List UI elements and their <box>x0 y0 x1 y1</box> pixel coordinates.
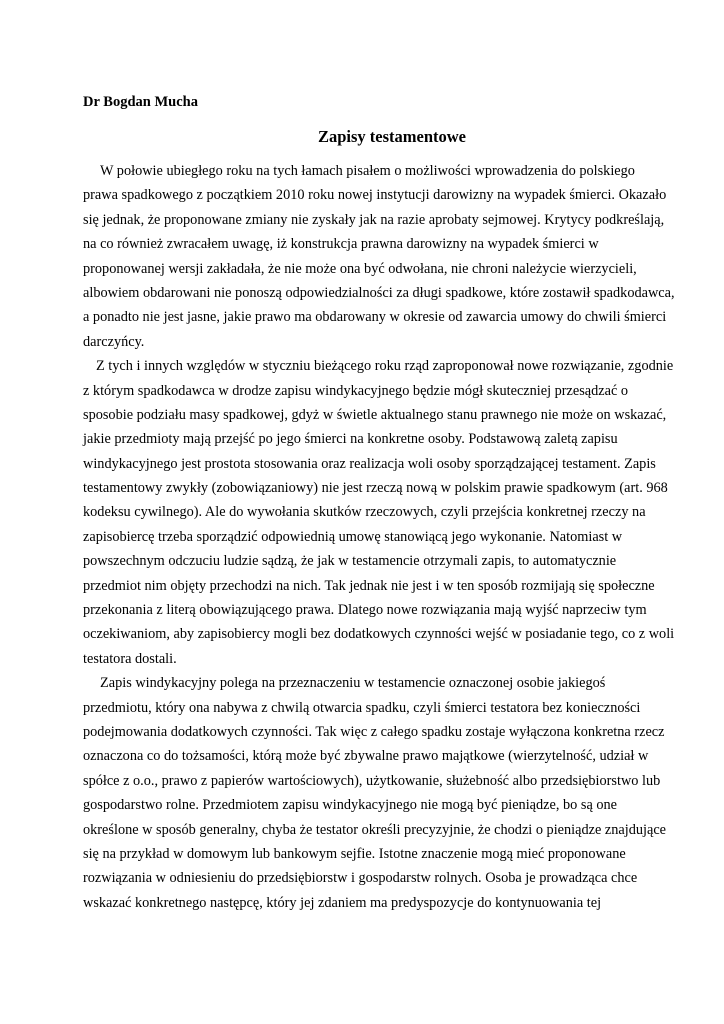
paragraph-line: a ponadto nie jest jasne, jakie prawo ma obdarowany w okresie od zawarcia umowy do chwili śmierci <box>83 309 667 326</box>
paragraph-line: rozwiązania w odniesieniu do przedsiębiorstw i gospodarstw rolnych. Osoba je prowadząca chce <box>83 870 638 887</box>
paragraph-line: albowiem obdarowani nie ponoszą odpowiedzialności za długi spadkowe, które zostawił spadkodawca, <box>83 284 675 301</box>
paragraph-line: wskazać konkretnego następcę, który jej zdaniem ma predyspozycje do kontynuowania tej <box>83 894 602 911</box>
document-title: Zapisy testamentowe <box>317 127 467 146</box>
paragraph-line: podejmowania dodatkowych czynności. Tak więc z całego spadku zostaje wyłączona konkretna rzecz <box>83 723 665 740</box>
paragraph-line: przedmiotu, który ona nabywa z chwilą otwarcia spadku, czyli śmierci testatora bez konieczności <box>83 699 641 716</box>
paragraph-line: zapisobiercę trzeba sporządzić odpowiednią umowę stanowiącą jego wykonanie. Natomiast w <box>83 528 623 545</box>
paragraph-line: z którym spadkodawca w drodze zapisu windykacyjnego będzie mógł skuteczniej przesądzać o <box>83 382 629 399</box>
paragraph-line: oznaczona co do tożsamości, którą może być zbywalne prawo majątkowe (wierzytelność, udział w <box>83 748 649 765</box>
paragraph-line: przekonania z literą obowiązującego prawa. Dlatego nowe rozwiązania mają wyjść naprzeciw tym <box>83 602 647 619</box>
paragraph-line: W połowie ubiegłego roku na tych łamach pisałem o możliwości wprowadzenia do polskiego <box>100 163 635 179</box>
paragraph-line: prawa spadkowego z początkiem 2010 roku nowej instytucji darowizny na wypadek śmierci. Okazało <box>83 187 667 204</box>
paragraph-line: windykacyjnego jest prostota stosowania oraz realizacja woli osoby sporządzającej testament. Zapis <box>83 455 656 472</box>
paragraph-line: spółce z o.o., prawo z papierów wartościowych), użytkowanie, służebność albo przedsiębiorstwo lub <box>83 772 661 789</box>
paragraph-line: Z tych i innych względów w styczniu bieżącego roku rząd zaproponował nowe rozwiązanie, zgodnie <box>96 358 674 375</box>
paragraph-line: przedmiot nim objęty przechodzi na nich. Tak jednak nie jest i w ten sposób rozmijają się społeczne <box>83 577 655 594</box>
paragraph-line: darczyńcy. <box>83 333 145 350</box>
paragraph-line: się na przykład w domowym lub bankowym sejfie. Istotne znaczenie mogą mieć proponowane <box>83 845 626 862</box>
paragraph-line: testamentowy zwykły (zobowiązaniowy) nie jest rzeczą nową w polskim prawie spadkowym (art. 968 <box>83 480 668 497</box>
paragraph-line: powszechnym odczuciu ludzie sądzą, że jak w testamencie otrzymali zapis, to automatycznie <box>83 553 617 570</box>
paragraph-line: jakie przedmioty mają przejść po jego śmierci na konkretne osoby. Podstawową zaletą zapisu <box>83 431 618 448</box>
author-name: Dr Bogdan Mucha <box>83 94 198 110</box>
document-body <box>83 159 675 915</box>
paragraph-line: oczekiwaniom, aby zapisobiercy mogli bez dodatkowych czynności wejść w posiadanie tego, co z woli <box>83 626 675 643</box>
paragraph-line: gospodarstwo rolne. Przedmiotem zapisu windykacyjnego nie mogą być pieniądze, bo są one <box>83 797 618 814</box>
paragraph-line: na co również zwracałem uwagę, iż konstrukcja prawna darowizny na wypadek śmierci w <box>83 236 599 253</box>
paragraph-line: Zapis windykacyjny polega na przeznaczeniu w testamencie oznaczonej osobie jakiegoś <box>100 675 606 692</box>
paragraph-line: sposobie podziału masy spadkowej, gdyż w świetle aktualnego stanu prawnego nie może on wskazać, <box>83 406 667 423</box>
paragraph-line: testatora dostali. <box>83 650 177 667</box>
paragraph-line: określone w sposób generalny, chyba że testator określi precyzyjnie, że chodzi o pieniądze znajdujące <box>83 821 667 838</box>
paragraph-line: kodeksu cywilnego). Ale do wywołania skutków rzeczowych, czyli przejścia konkretnej rzeczy na <box>83 504 646 521</box>
paragraph-line: proponowanej wersji zakładała, że nie może ona być odwołana, nie chroni należycie wierzycieli, <box>83 260 637 277</box>
paragraph-line: się jednak, że proponowane zmiany nie zyskały jak na razie aprobaty sejmowej. Krytycy podkreślają, <box>83 211 665 228</box>
